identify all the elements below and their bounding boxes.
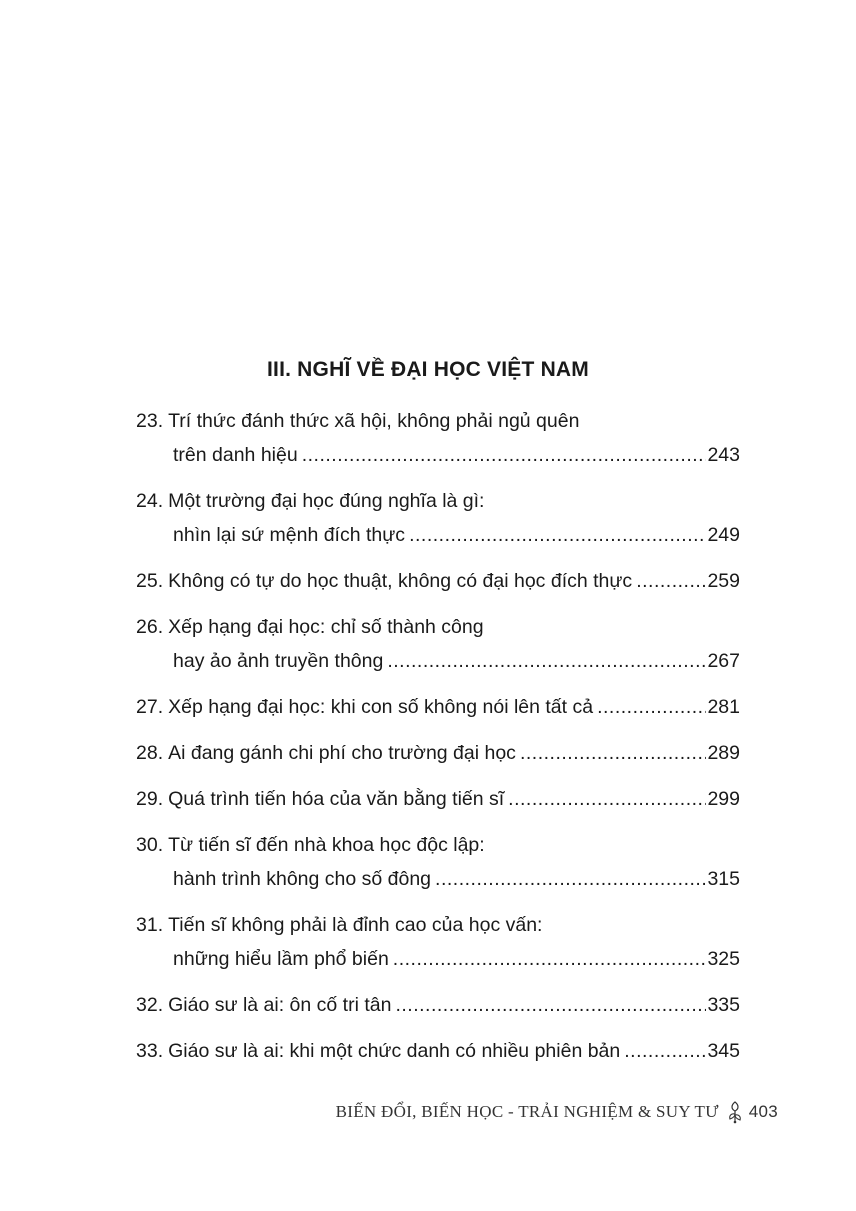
toc-entry-33[interactable] — [136, 1034, 740, 1068]
dot-leader — [395, 988, 706, 1022]
toc-entry-number: 28. — [136, 742, 164, 764]
dot-leader — [520, 736, 707, 770]
toc-entry-number: 31. — [136, 914, 164, 936]
toc-entry-title-continued: hành trình không cho số đông — [173, 868, 432, 890]
toc-entry-page: 345 — [707, 1040, 740, 1062]
toc-entry-page: 249 — [707, 524, 740, 546]
dot-leader — [387, 644, 706, 678]
toc-entry-23[interactable] — [136, 404, 740, 472]
toc-entry-page: 289 — [707, 742, 740, 764]
toc-entry-title: Xếp hạng đại học: khi con số không nói lên tất cả — [168, 696, 594, 718]
running-book-title: BIẾN ĐỔI, BIẾN HỌC - TRẢI NGHIỆM & SUY TƯ — [335, 1102, 719, 1121]
section-title: III. NGHĨ VỀ ĐẠI HỌC VIỆT NAM — [267, 358, 589, 381]
toc-entry-title-continued: nhìn lại sứ mệnh đích thực — [173, 524, 406, 546]
page-number: 403 — [748, 1102, 778, 1121]
dot-leader — [597, 690, 706, 724]
dot-leader — [636, 564, 706, 598]
toc-entry-28[interactable] — [136, 736, 740, 770]
toc-entry-title: Tiến sĩ không phải là đỉnh cao của học vấn: — [168, 914, 543, 936]
toc-entry-number: 24. — [136, 490, 164, 512]
dot-leader — [508, 782, 706, 816]
dot-leader — [435, 862, 706, 896]
toc-entry-31[interactable] — [136, 908, 740, 976]
toc-entry-number: 26. — [136, 616, 164, 638]
toc-entry-title-continued: những hiểu lầm phổ biến — [173, 948, 389, 970]
toc-entry-number: 30. — [136, 834, 164, 856]
toc-entry-title: Ai đang gánh chi phí cho trường đại học — [168, 742, 516, 764]
toc-entry-title: Quá trình tiến hóa của văn bằng tiến sĩ — [168, 788, 505, 810]
dot-leader — [393, 942, 707, 976]
toc-entry-25[interactable] — [136, 564, 740, 598]
toc-entry-29[interactable] — [136, 782, 740, 816]
toc-entry-title-continued: hay ảo ảnh truyền thông — [173, 650, 384, 672]
toc-entry-27[interactable] — [136, 690, 740, 724]
toc-entry-title: Từ tiến sĩ đến nhà khoa học độc lập: — [168, 834, 485, 856]
toc-entry-page: 335 — [707, 994, 740, 1016]
page-footer — [336, 1100, 778, 1124]
toc-entry-page: 281 — [707, 696, 740, 718]
dot-leader — [302, 438, 707, 472]
toc-entry-page: 299 — [707, 788, 740, 810]
dot-leader — [624, 1034, 706, 1068]
toc-entry-title: Giáo sư là ai: ôn cố tri tân — [168, 994, 392, 1016]
toc-entry-title: Trí thức đánh thức xã hội, không phải ngủ quên — [168, 410, 580, 432]
table-of-contents — [136, 404, 740, 1080]
toc-entry-number: 33. — [136, 1040, 164, 1062]
toc-entry-title-continued: trên danh hiệu — [173, 444, 298, 466]
toc-entry-30[interactable] — [136, 828, 740, 896]
toc-entry-32[interactable] — [136, 988, 740, 1022]
toc-entry-number: 27. — [136, 696, 164, 718]
toc-entry-number: 25. — [136, 570, 164, 592]
toc-entry-number: 32. — [136, 994, 164, 1016]
toc-entry-title: Không có tự do học thuật, không có đại học đích thực — [168, 570, 633, 592]
toc-entry-page: 325 — [707, 948, 740, 970]
toc-entry-number: 23. — [136, 410, 164, 432]
floral-ornament-icon — [725, 1100, 745, 1124]
toc-entry-page: 267 — [707, 650, 740, 672]
toc-entry-title: Giáo sư là ai: khi một chức danh có nhiều phiên bản — [168, 1040, 621, 1062]
toc-entry-26[interactable] — [136, 610, 740, 678]
dot-leader — [409, 518, 706, 552]
toc-entry-title: Một trường đại học đúng nghĩa là gì: — [168, 490, 485, 512]
toc-entry-number: 29. — [136, 788, 164, 810]
toc-entry-page: 243 — [707, 444, 740, 466]
toc-entry-title: Xếp hạng đại học: chỉ số thành công — [168, 616, 484, 638]
toc-entry-page: 315 — [707, 868, 740, 890]
toc-entry-page: 259 — [707, 570, 740, 592]
toc-entry-24[interactable] — [136, 484, 740, 552]
